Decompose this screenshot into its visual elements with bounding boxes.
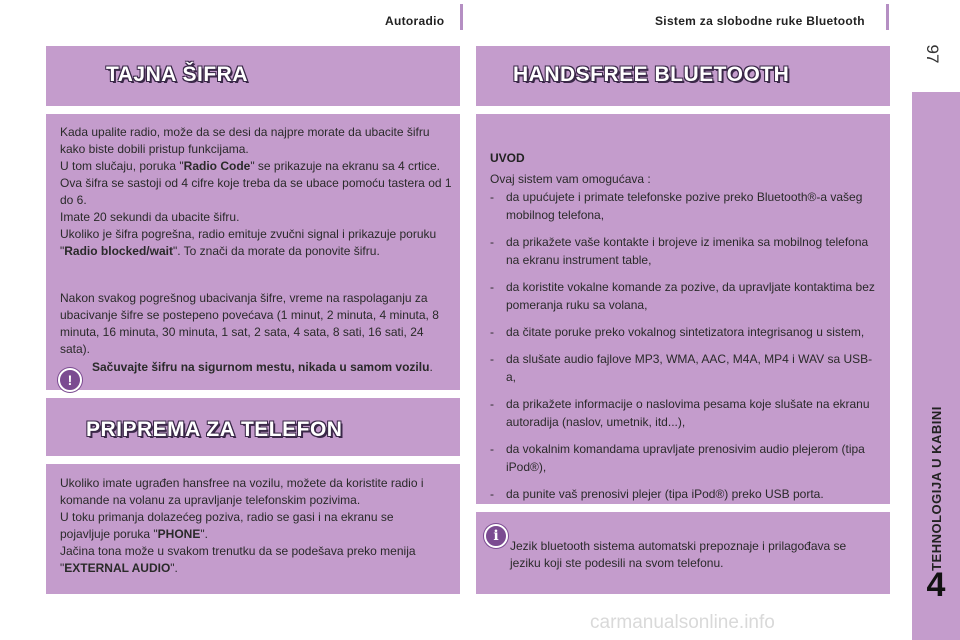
radio-blocked-label: Radio blocked/wait <box>64 244 173 258</box>
phone-text-3: Jačina tona može u svakom trenutku da se podešava preko menija "EXTERNAL AUDIO". <box>60 544 416 575</box>
chapter-title-text: TEHNOLOGIJA U KABINI <box>928 405 944 571</box>
phone-text-2: U toku primanja dolazećeg poziva, radio se gasi i na ekranu se pojavljuje poruka "PHONE". <box>60 510 394 541</box>
external-audio-label: EXTERNAL AUDIO <box>64 561 171 575</box>
warning-icon: ! <box>58 368 82 392</box>
pin-title: TAJNA ŠIFRA <box>106 63 248 86</box>
list-item: - da prikažete vaše kontakte i brojeve iz imenika sa mobilnog telefona na ekranu instrument table, <box>490 233 875 269</box>
pin-paragraph-1 <box>60 124 455 260</box>
pin-warning: Sačuvajte šifru na sigurnom mestu, nikada u samom vozilu. <box>92 360 433 374</box>
phone-label: PHONE <box>157 527 201 541</box>
list-item: - da punite vaš prenosivi plejer (tipa iPod®) preko USB porta. <box>490 485 875 503</box>
bluetooth-subtitle: UVOD <box>490 151 525 165</box>
header-divider <box>460 4 463 30</box>
phone-title: PRIPREMA ZA TELEFON <box>86 418 343 441</box>
radio-code-label: Radio Code <box>183 159 251 173</box>
list-item: - da čitate poruke preko vokalnog sintetizatora integrisanog u sistem, <box>490 323 875 341</box>
bluetooth-title: HANDSFREE BLUETOOTH <box>513 63 790 86</box>
list-item: - da koristite vokalne komande za pozive, da upravljate kontaktima bez pomeranja ruku sa volana, <box>490 278 875 314</box>
list-item: - da prikažete informacije o naslovima pesama koje slušate na ekranu autoradija (naslov, umetnik, itd...), <box>490 395 875 431</box>
list-item: - da slušate audio fajlove MP3, WMA, AAC, M4A, MP4 i WAV sa USB-a, <box>490 350 875 386</box>
pin-text-e: Ukoliko je šifra pogrešna, radio emituje zvučni signal i prikazuje poruku "Radio blocked/wait". To znači da morate da ponovite šifru. <box>60 227 437 258</box>
pin-text-a: Kada upalite radio, može da se desi da najpre morate da ubacite šifru kako biste dobili pristup funkcijama. <box>60 125 430 156</box>
pin-text-b: U tom slučaju, poruka "Radio Code" se prikazuje na ekranu sa 4 crtice. <box>60 159 441 173</box>
bluetooth-intro: Ovaj sistem vam omogućava : <box>490 172 651 186</box>
pin-text-c: Ova šifra se sastoji od 4 cifre koje treba da se ubace pomoću tastera od 1 do 6. <box>60 176 452 207</box>
bluetooth-feature-list <box>490 188 875 512</box>
page-number: 97 <box>923 44 942 64</box>
pin-paragraph-2: Nakon svakog pogrešnog ubacivanja šifre, vreme na raspolaganju za ubacivanje šifre se postepeno povećava (1 minut, 2 minuta, 4 minuta, 8 minuta, 16 minuta, 30 minuta, 1 sat, 2 sata, 4 sata, 8 sati, 16 sati, 24 sata). <box>60 291 439 356</box>
pin-text-d: Imate 20 sekundi da ubacite šifru. <box>60 210 240 224</box>
header-section-right: Sistem za slobodne ruke Bluetooth <box>655 14 865 28</box>
bluetooth-info-text: Jezik bluetooth sistema automatski prepoznaje i prilagođava se jeziku koji ste podesili na svom telefonu. <box>510 539 847 570</box>
chapter-title <box>912 378 960 598</box>
phone-text <box>60 475 445 577</box>
chapter-number: 4 <box>926 566 946 604</box>
info-icon: i <box>484 524 508 548</box>
list-item: - da vokalnim komandama upravljate prenosivim audio plejerom (tipa iPod®), <box>490 440 875 476</box>
phone-text-1: Ukoliko imate ugrađen hansfree na vozilu, možete da koristite radio i komande na volanu za upravljanje telefonskim pozivima. <box>60 476 424 507</box>
header-divider <box>886 4 889 30</box>
list-item: - da upućujete i primate telefonske pozive preko Bluetooth®-a vašeg mobilnog telefona, <box>490 188 875 224</box>
watermark: carmanualsonline.info <box>590 612 775 633</box>
header-section-left: Autoradio <box>385 14 445 28</box>
